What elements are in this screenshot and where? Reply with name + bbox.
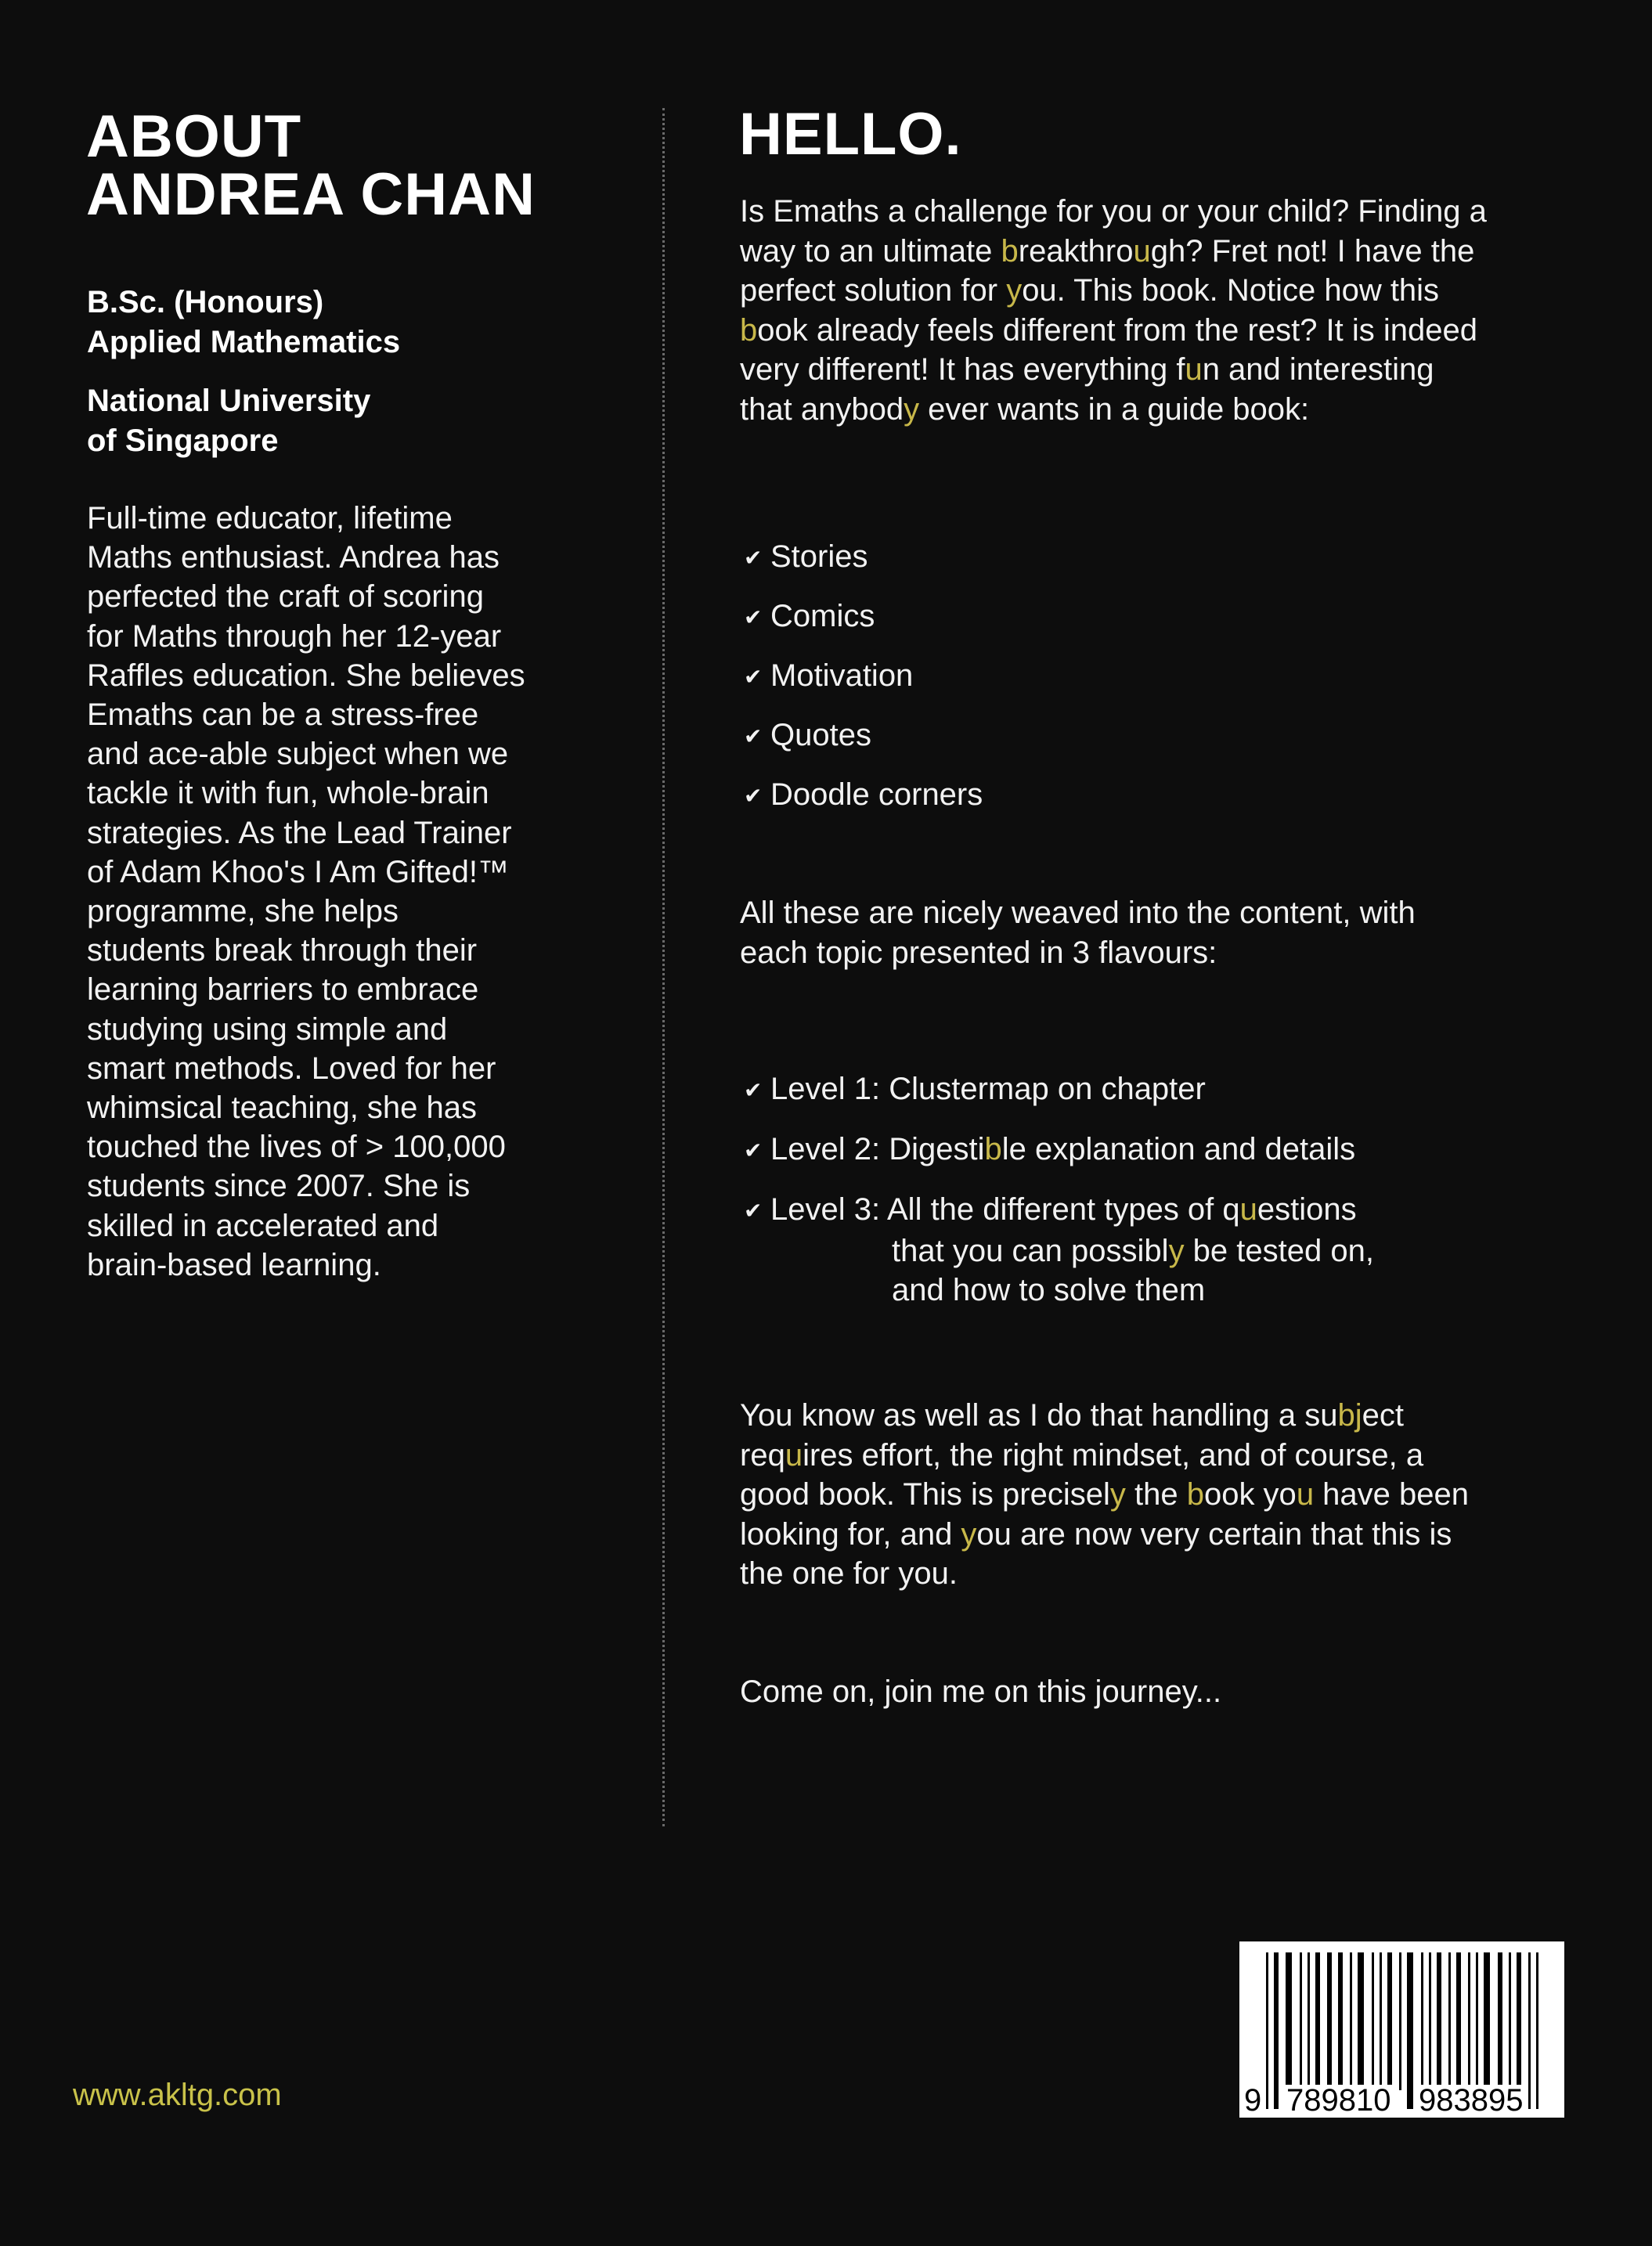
checkmark-icon: ✔ — [744, 546, 763, 570]
bio-line: Emaths can be a stress-free — [87, 698, 479, 733]
barcode-bar — [1338, 1952, 1343, 2090]
degree-line: Applied Mathematics — [87, 325, 401, 359]
isbn-barcode — [1239, 1941, 1564, 2118]
intro-paragraph — [740, 192, 1487, 429]
highlight-letter: u — [1185, 352, 1203, 387]
barcode-bar — [1484, 1952, 1490, 2090]
barcode-bar — [1286, 1952, 1292, 2090]
level-line — [744, 1069, 1374, 1111]
text-line — [740, 232, 1487, 272]
level-item — [744, 1130, 1374, 1171]
highlight-letter: bj — [1337, 1398, 1362, 1433]
bio-line: for Maths through her 12-year — [87, 618, 502, 654]
text-segment: ook yo — [1203, 1477, 1297, 1512]
feature-item — [744, 587, 983, 647]
bio-line: Raffles education. She believes — [87, 658, 525, 693]
text-segment: n and interesting — [1202, 352, 1434, 387]
bio-line: touched the lives of > 100,000 — [87, 1130, 506, 1165]
text-segment: looking for, and — [740, 1516, 961, 1552]
level-item — [744, 1190, 1374, 1310]
about-heading — [86, 103, 536, 228]
text-segment: perfect solution for — [740, 273, 1007, 308]
highlight-letter: u — [785, 1437, 803, 1473]
text-segment: Is Emaths a challenge for you or your child? Finding a — [740, 194, 1487, 229]
text-segment: very different! It has everything f — [740, 352, 1185, 387]
signoff: Come on, join me on this journey... — [740, 1675, 1222, 1709]
about-heading-line: ABOUT — [86, 103, 302, 170]
text-segment: that anybod — [740, 391, 904, 427]
checkmark-icon: ✔ — [744, 784, 763, 808]
degree-line: B.Sc. (Honours) — [87, 285, 324, 319]
text-line — [740, 1515, 1469, 1555]
bio-line: of Adam Khoo's I Am Gifted!™ — [87, 854, 510, 889]
level-line — [744, 1190, 1374, 1231]
barcode-bar — [1372, 1952, 1374, 2090]
bio-line: strategies. As the Lead Trainer — [87, 815, 512, 850]
text-line — [740, 1396, 1469, 1436]
barcode-bar — [1448, 1952, 1451, 2090]
feature-item — [744, 766, 983, 825]
level-line — [744, 1271, 1374, 1310]
text-segment: le explanation and details — [1001, 1132, 1356, 1166]
checkmark-icon: ✔ — [744, 1078, 763, 1102]
text-segment: Level 1: Clustermap on chapter — [770, 1072, 1206, 1106]
barcode-bar — [1407, 1952, 1413, 2109]
bio-line: learning barriers to embrace — [87, 972, 479, 1008]
barcode-digit: 9 — [1244, 2083, 1262, 2118]
barcode-bar — [1536, 1952, 1538, 2109]
level-line — [744, 1231, 1374, 1271]
checkmark-icon: ✔ — [744, 1199, 763, 1223]
barcode-bar — [1266, 1952, 1268, 2109]
barcode-bar — [1399, 1952, 1401, 2090]
highlight-letter: b — [984, 1132, 1002, 1166]
degree — [87, 283, 400, 362]
barcode-bar — [1315, 1952, 1320, 2090]
feature-list — [744, 528, 983, 825]
barcode-bar — [1308, 1952, 1310, 2090]
barcode-bar — [1528, 1952, 1531, 2109]
barcode-bar — [1300, 1952, 1302, 2090]
text-segment: Level 2: Digesti — [770, 1132, 985, 1166]
level-line — [744, 1130, 1374, 1171]
barcode-bar — [1327, 1952, 1332, 2090]
feature-item — [744, 706, 983, 766]
bio-line: Maths enthusiast. Andrea has — [87, 540, 500, 575]
barcode-bar — [1509, 1952, 1511, 2090]
barcode-bar — [1468, 1952, 1470, 2090]
barcode-digits: 789810 — [1286, 2083, 1391, 2118]
website-link[interactable]: www.akltg.com — [73, 2078, 282, 2112]
bio — [87, 499, 525, 1285]
highlight-letter: y — [1109, 1477, 1126, 1512]
text-segment: have been — [1314, 1477, 1470, 1512]
text-segment: be tested on, — [1184, 1233, 1374, 1268]
text-segment: ook already feels different from the rest? It is indeed — [757, 312, 1478, 348]
bio-line: and ace-able subject when we — [87, 737, 509, 772]
level-item — [744, 1069, 1374, 1111]
text-segment: ect — [1362, 1398, 1404, 1433]
feature-label: Doodle corners — [770, 777, 983, 812]
text-segment: way to an ultimate — [740, 233, 1001, 269]
level-list — [744, 1069, 1374, 1310]
university — [87, 381, 370, 461]
bio-line: students break through their — [87, 933, 478, 968]
barcode-bar — [1429, 1952, 1431, 2090]
university-line: National University — [87, 384, 371, 418]
checkmark-icon: ✔ — [744, 724, 763, 748]
text-segment: and how to solve them — [892, 1273, 1206, 1307]
bio-line: smart methods. Loved for her — [87, 1051, 496, 1086]
bio-line: programme, she helps — [87, 894, 399, 929]
highlight-letter: y — [1168, 1233, 1185, 1268]
university-line: of Singapore — [87, 424, 279, 458]
text-line — [740, 390, 1487, 430]
highlight-letter: b — [740, 312, 758, 348]
text-segment: good book. This is precisel — [740, 1477, 1110, 1512]
barcode-bar — [1517, 1952, 1521, 2090]
text-line — [740, 893, 1416, 933]
text-line — [740, 1475, 1469, 1515]
text-segment: each topic presented in 3 flavours: — [740, 935, 1217, 970]
barcode-bar — [1350, 1952, 1352, 2090]
checkmark-icon: ✔ — [744, 665, 763, 689]
bio-line: Full-time educator, lifetime — [87, 501, 453, 535]
barcode-bar — [1274, 1952, 1279, 2109]
checkmark-icon: ✔ — [744, 605, 763, 629]
barcode-bar — [1358, 1952, 1364, 2090]
text-segment: ou are now very certain that this is — [976, 1516, 1452, 1552]
barcode-bar — [1387, 1952, 1392, 2090]
text-segment: All these are nicely weaved into the content, with — [740, 896, 1416, 930]
bio-line: whimsical teaching, she has — [87, 1091, 478, 1126]
barcode-bar — [1380, 1952, 1382, 2090]
text-line — [740, 933, 1416, 973]
text-segment: reakthro — [1018, 233, 1134, 269]
feature-label: Stories — [770, 539, 868, 574]
checkmark-icon: ✔ — [744, 1138, 763, 1163]
hello-heading: HELLO. — [739, 101, 962, 168]
text-segment: req — [740, 1437, 785, 1473]
text-segment: that you can possibl — [892, 1233, 1169, 1268]
highlight-letter: u — [1239, 1192, 1257, 1227]
feature-item — [744, 647, 983, 706]
barcode-bar — [1437, 1952, 1441, 2090]
bio-line: perfected the craft of scoring — [87, 579, 484, 615]
feature-label: Comics — [770, 599, 875, 633]
bio-line: brain-based learning. — [87, 1247, 381, 1282]
bio-line: tackle it with fun, whole-brain — [87, 776, 489, 811]
barcode-bar — [1456, 1952, 1461, 2090]
text-line — [740, 311, 1487, 351]
text-segment: Level 3: All the different types of q — [770, 1192, 1240, 1227]
bio-line: studying using simple and — [87, 1011, 448, 1047]
highlight-letter: y — [961, 1516, 977, 1552]
text-line — [740, 1554, 1469, 1594]
feature-label: Quotes — [770, 718, 871, 752]
bio-line: students since 2007. She is — [87, 1169, 471, 1204]
text-segment: gh? Fret not! I have the — [1150, 233, 1475, 269]
text-segment: estions — [1257, 1192, 1357, 1227]
closing-paragraph — [740, 1396, 1469, 1594]
bio-line: skilled in accelerated and — [87, 1208, 439, 1243]
highlight-letter: y — [1006, 273, 1023, 308]
flavours-paragraph — [740, 893, 1416, 972]
barcode-bar — [1476, 1952, 1478, 2090]
highlight-letter: u — [1133, 233, 1151, 269]
text-segment: ever wants in a guide book: — [919, 391, 1310, 427]
column-divider — [662, 108, 665, 1826]
text-segment: the — [1125, 1477, 1187, 1512]
text-line — [740, 1436, 1469, 1476]
text-line — [740, 192, 1487, 232]
highlight-letter: u — [1296, 1477, 1315, 1512]
text-segment: ires effort, the right mindset, and of course, a — [803, 1437, 1424, 1473]
text-segment: You know as well as I do that handling a su — [740, 1398, 1338, 1433]
text-segment: ou. This book. Notice how this — [1022, 273, 1440, 308]
barcode-digits: 983895 — [1419, 2083, 1524, 2118]
text-segment: the one for you. — [740, 1556, 958, 1591]
barcode-bar — [1498, 1952, 1502, 2090]
text-line — [740, 271, 1487, 311]
highlight-letter: y — [904, 391, 920, 427]
highlight-letter: b — [1186, 1477, 1204, 1512]
about-heading-line: ANDREA CHAN — [86, 161, 536, 228]
feature-item — [744, 528, 983, 587]
text-line — [740, 350, 1487, 390]
highlight-letter: b — [1001, 233, 1019, 269]
feature-label: Motivation — [770, 658, 914, 693]
